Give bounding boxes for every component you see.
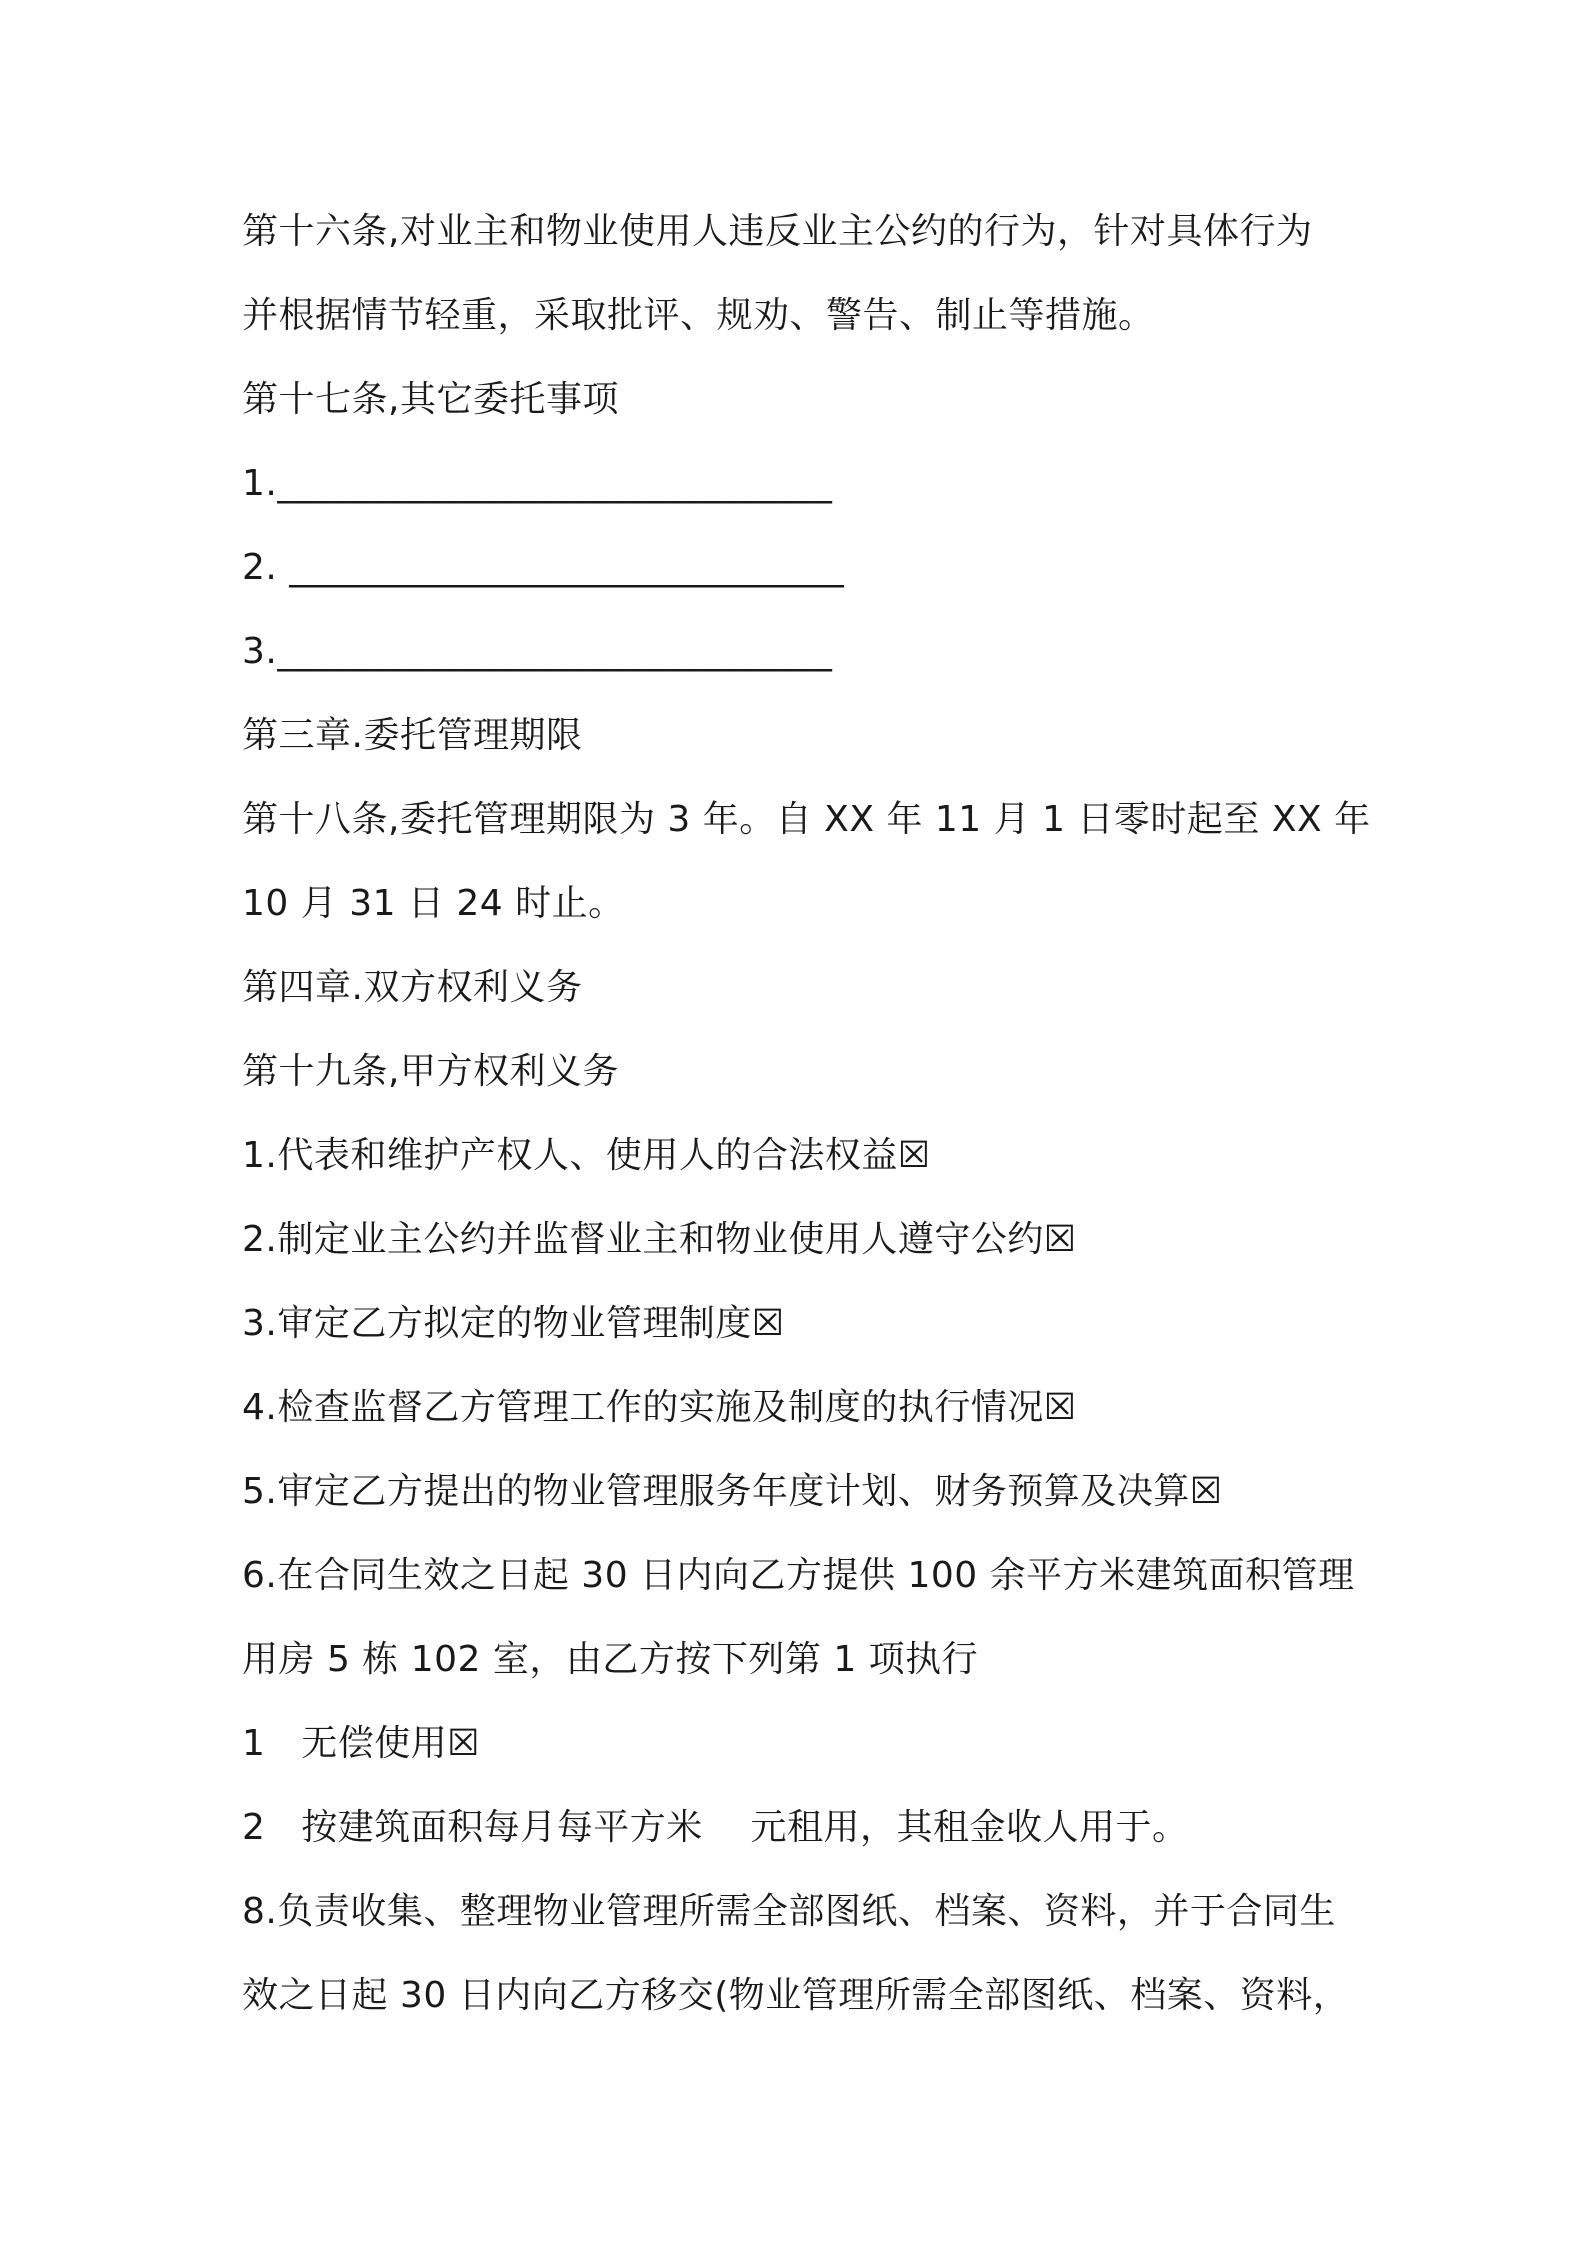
article-17-heading: 第十七条,其它委托事项 (242, 379, 619, 420)
duty-item-3: 3.审定乙方拟定的物业管理制度☒ (242, 1303, 785, 1344)
sub-item-1: 1 无偿使用☒ (242, 1723, 481, 1764)
duty-item-6-line-2: 用房 5 栋 102 室，由乙方按下列第 1 项执行 (242, 1639, 979, 1680)
duty-item-4: 4.检查监督乙方管理工作的实施及制度的执行情况☒ (242, 1387, 1077, 1428)
duty-item-5: 5.审定乙方提出的物业管理服务年度计划、财务预算及决算☒ (242, 1471, 1223, 1512)
blank-item-2: 2. ______________________________ (242, 547, 845, 588)
duty-item-2: 2.制定业主公约并监督业主和物业使用人遵守公约☒ (242, 1219, 1077, 1260)
blank-item-1: 1.______________________________ (242, 463, 833, 504)
article-18-line-1: 第十八条,委托管理期限为 3 年。自 XX 年 11 月 1 日零时起至 XX 年 (242, 799, 1371, 840)
sub-item-2: 2 按建筑面积每月每平方米 元租用，其租金收人用于。 (242, 1807, 1189, 1848)
article-19-heading: 第十九条,甲方权利义务 (242, 1051, 619, 1092)
chapter-3-heading: 第三章.委托管理期限 (242, 715, 583, 756)
duty-item-6-line-1: 6.在合同生效之日起 30 日内向乙方提供 100 余平方米建筑面积管理 (242, 1555, 1355, 1596)
duty-item-8-line-1: 8.负责收集、整理物业管理所需全部图纸、档案、资料，并于合同生 (242, 1891, 1336, 1932)
article-16-line-2: 并根据情节轻重，采取批评、规劝、警告、制止等措施。 (242, 295, 1155, 336)
chapter-4-heading: 第四章.双方权利义务 (242, 967, 583, 1008)
article-18-line-2: 10 月 31 日 24 时止。 (242, 883, 625, 924)
duty-item-1: 1.代表和维护产权人、使用人的合法权益☒ (242, 1135, 931, 1176)
article-16-line-1: 第十六条,对业主和物业使用人违反业主公约的行为，针对具体行为 (242, 211, 1313, 252)
blank-item-3: 3.______________________________ (242, 631, 833, 672)
duty-item-8-line-2: 效之日起 30 日内向乙方移交(物业管理所需全部图纸、档案、资料， (242, 1975, 1350, 2016)
